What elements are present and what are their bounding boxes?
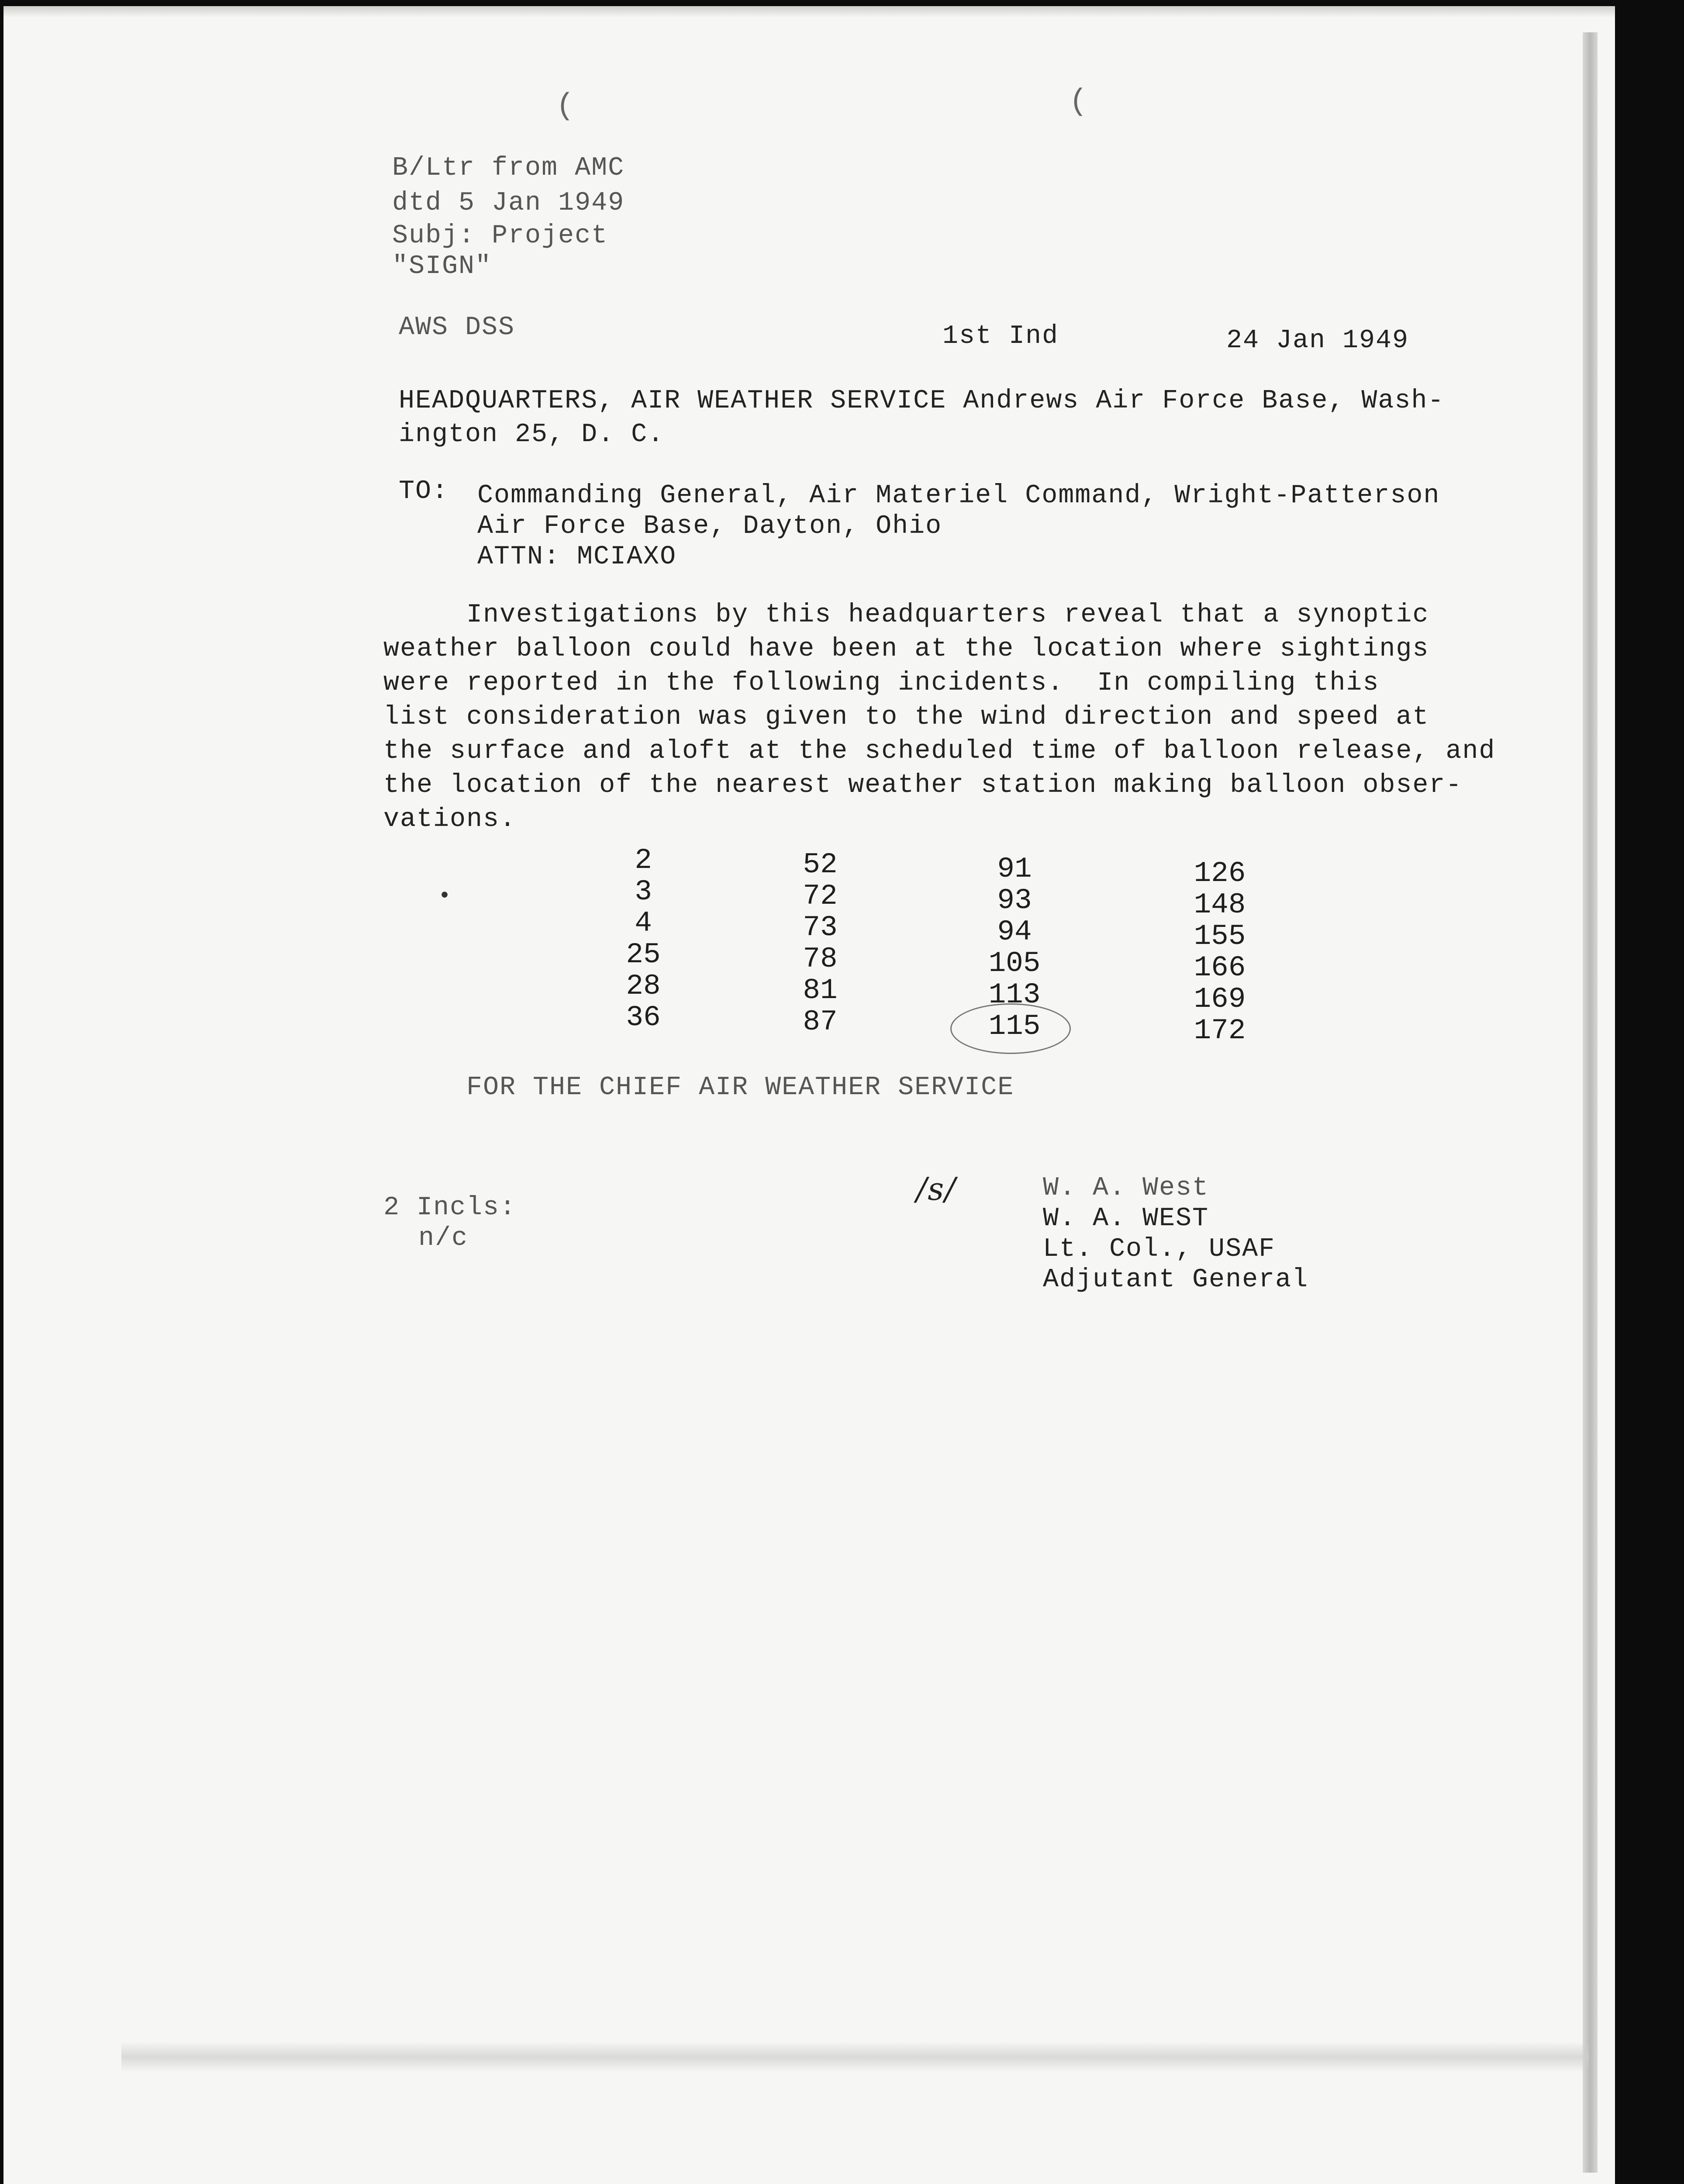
document-date: 24 Jan 1949 [1226,326,1409,356]
from-line-1: HEADQUARTERS, AIR WEATHER SERVICE Andrews Air Force Base, Wash- [399,386,1445,416]
incident-column-1 [600,845,687,1033]
incident-number: 93 [997,884,1032,917]
body-line-3: were reported in the following incidents. In compiling this [383,668,1380,698]
from-line-2: ington 25, D. C. [399,420,665,449]
document-page [3,6,1615,2184]
ref-line-2: dtd 5 Jan 1949 [392,188,625,218]
incident-number: 52 [803,848,838,881]
incident-number: 155 [1194,920,1246,953]
incident-number: 172 [1194,1014,1246,1047]
body-line-2: weather balloon could have been at the location where sightings [383,634,1429,664]
body-line-5: the surface and aloft at the scheduled time of balloon release, and [383,736,1496,766]
enclosures-line-1: 2 Incls: [383,1193,517,1223]
incident-number: 28 [626,970,661,1002]
ref-line-4: "SIGN" [392,252,492,281]
body-line-1: Investigations by this headquarters reveal that a synoptic [383,600,1429,630]
incident-number: 105 [988,947,1041,980]
signature-signed: W. A. West [1043,1173,1209,1203]
signature-mark: /s/ [916,1171,956,1207]
incident-number: 3 [635,875,652,908]
incident-number: 126 [1194,857,1246,890]
incident-number: 113 [988,978,1041,1011]
ref-line-3: Subj: Project [392,221,608,251]
page-right-edge [1583,32,1598,2173]
body-line-6: the location of the nearest weather station making balloon obser- [383,771,1463,800]
incident-number: 2 [635,844,652,877]
incident-number: 25 [626,938,661,971]
to-label: TO: [399,477,449,506]
stray-mark: ( [1069,85,1088,119]
stray-mark: ( [556,89,575,124]
enclosures-line-2: n/c [418,1223,469,1253]
incident-number: 72 [803,880,838,912]
closing-line: FOR THE CHIEF AIR WEATHER SERVICE [466,1073,1015,1102]
office-symbol: AWS DSS [399,313,515,342]
incident-number: 73 [803,911,838,944]
incident-column-2 [776,849,864,1038]
to-line-1: Commanding General, Air Materiel Command, Wright-Patterson [477,481,1440,511]
incident-column-4 [1176,858,1263,1047]
signature-name: W. A. WEST [1043,1204,1209,1234]
stray-mark: • [438,884,452,909]
incident-number: 115 [988,1010,1041,1043]
incident-number: 36 [626,1001,661,1034]
incident-number: 94 [997,916,1032,948]
signature-rank: Lt. Col., USAF [1043,1234,1276,1264]
incident-number: 4 [635,907,652,940]
incident-number: 81 [803,974,838,1007]
incident-number: 87 [803,1006,838,1038]
to-line-2: Air Force Base, Dayton, Ohio [477,511,942,541]
indorsement-number: 1st Ind [942,321,1059,351]
incident-number: 169 [1194,983,1246,1016]
incident-number: 78 [803,943,838,975]
hand-drawn-circle [950,1003,1071,1054]
scan-artifact-band [121,2042,1589,2072]
body-line-4: list consideration was given to the wind direction and speed at [383,702,1429,732]
incident-number: 91 [997,853,1032,885]
page-top-shadow [3,6,1615,17]
signature-title: Adjutant General [1043,1265,1309,1295]
ref-line-1: B/Ltr from AMC [392,153,625,183]
incident-number: 166 [1194,951,1246,984]
body-line-7: vations. [383,805,517,834]
incident-number: 148 [1194,888,1246,921]
to-attention: ATTN: MCIAXO [477,542,677,572]
